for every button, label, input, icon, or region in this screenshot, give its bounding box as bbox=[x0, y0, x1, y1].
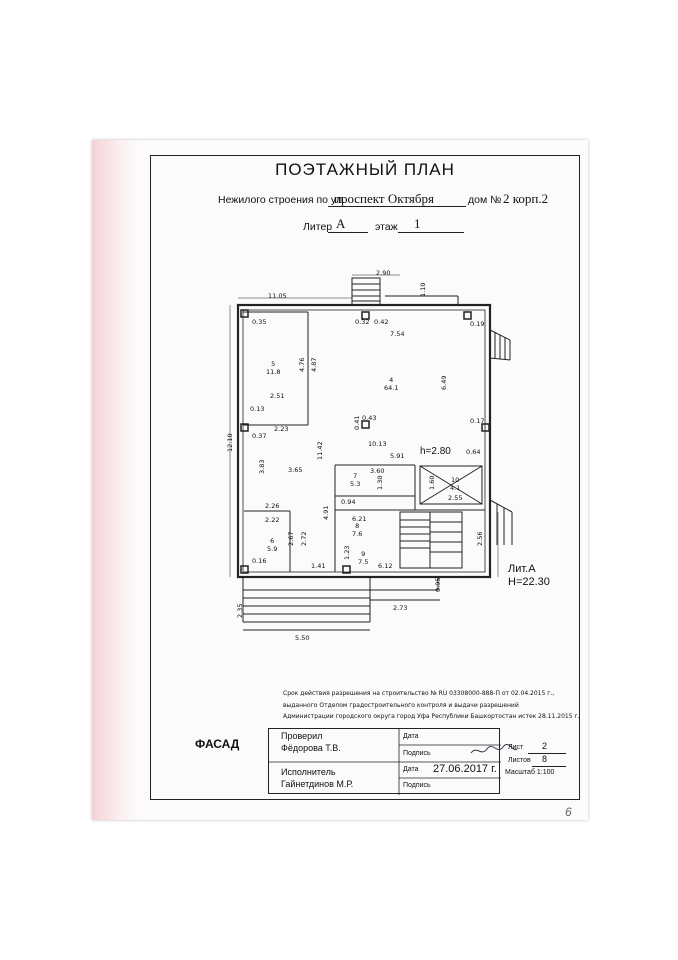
dim-label: 0.16 bbox=[252, 557, 267, 565]
dim-label: 0.17 bbox=[470, 417, 485, 425]
facade-label: ФАСАД bbox=[195, 737, 240, 751]
dim-label: 3.65 bbox=[288, 466, 303, 474]
building-height: Н=22.30 bbox=[508, 576, 550, 588]
house-number: 2 корп.2 bbox=[503, 191, 549, 206]
room-10: 10 4.1 bbox=[450, 476, 461, 492]
dim-label: 0.35 bbox=[252, 318, 267, 326]
dim-label: 0.43 bbox=[362, 414, 377, 422]
br-ramp bbox=[490, 500, 512, 545]
dim-label: 6.21 bbox=[352, 515, 367, 523]
date-value: 27.06.2017 г. bbox=[433, 763, 497, 775]
dim-label: 2.26 bbox=[265, 502, 280, 510]
dim-label: 3.60 bbox=[370, 467, 385, 475]
checked-name: Фёдорова Т.В. bbox=[281, 743, 341, 753]
house-label: дом № bbox=[468, 194, 502, 206]
liter-value: А bbox=[336, 216, 346, 231]
dim-label: 0.41 bbox=[353, 415, 361, 430]
dim-label: 0.94 bbox=[341, 498, 356, 506]
dim-label: 4.87 bbox=[310, 357, 318, 372]
permit-note-1: Срок действия разрешения на строительство № RU 03308000-888-П от 02.04.2015 г., bbox=[283, 690, 555, 697]
signature-label: Подпись bbox=[403, 750, 431, 757]
sheets-underline bbox=[532, 766, 566, 767]
signature-label-2: Подпись bbox=[403, 782, 431, 789]
date-label: Дата bbox=[403, 733, 419, 740]
dim-label: 1.41 bbox=[311, 562, 326, 570]
room-9: 9 7.5 bbox=[358, 550, 369, 566]
dim-label: 0.64 bbox=[466, 448, 481, 456]
sheet-label: Лист bbox=[508, 744, 524, 751]
dim-label: 11.42 bbox=[316, 441, 324, 460]
floor-value: 1 bbox=[414, 216, 421, 231]
dim-label: 1.23 bbox=[343, 545, 351, 560]
dim-label: 2.73 bbox=[393, 604, 408, 612]
dim-label: 12.10 bbox=[226, 433, 234, 452]
permit-note-3: Администрации городского округа город Уфа Республики Башкортостан истек 28.11.2015 г. bbox=[283, 713, 580, 720]
bottom-stairs bbox=[243, 577, 440, 630]
inner-wall bbox=[243, 310, 485, 572]
dim-label: 2.51 bbox=[270, 392, 285, 400]
liter-label: Литер bbox=[303, 221, 333, 233]
dim-label: 2.35 bbox=[236, 603, 244, 618]
dim-label: 2.90 bbox=[376, 269, 391, 277]
dim-label: 0.13 bbox=[250, 405, 265, 413]
dim-label: 2.56 bbox=[476, 531, 484, 546]
dim-label: 0.19 bbox=[470, 320, 485, 328]
dim-label: 2.23 bbox=[274, 425, 289, 433]
address-prefix: Нежилого строения по ул. bbox=[218, 194, 345, 206]
dim-label: 5.50 bbox=[295, 634, 310, 642]
dim-label: 6.49 bbox=[440, 375, 448, 390]
dim-label: 11.05 bbox=[268, 292, 287, 300]
inner-stair bbox=[400, 512, 462, 568]
dim-label: 4.91 bbox=[322, 505, 330, 520]
permit-note-2: выданного Отделом градостроительного контроля и выдачи разрешений bbox=[283, 702, 519, 709]
ceiling-height: h=2.80 bbox=[420, 446, 451, 457]
dim-label: 2.72 bbox=[300, 531, 308, 546]
dim-label: 2.67 bbox=[287, 531, 295, 546]
room-5: 5 11.8 bbox=[266, 360, 281, 376]
title-block bbox=[268, 728, 500, 794]
street-value: проспект Октября bbox=[334, 191, 434, 206]
dim-label: 1.30 bbox=[376, 475, 384, 490]
sheets-value: 8 bbox=[542, 754, 548, 764]
executor-label: Исполнитель bbox=[281, 767, 336, 777]
dim-label: 1.60 bbox=[428, 475, 436, 490]
dim-label: 0.32 bbox=[355, 318, 370, 326]
room-7: 7 5.3 bbox=[350, 472, 361, 488]
page-mark: 6 bbox=[565, 805, 572, 819]
room-6: 6 5.9 bbox=[267, 537, 278, 553]
dim-label: 10.13 bbox=[368, 440, 387, 448]
page-title: ПОЭТАЖНЫЙ ПЛАН bbox=[275, 160, 455, 179]
room-4: 4 64.1 bbox=[384, 376, 399, 392]
dim-label: 7.54 bbox=[390, 330, 405, 338]
dim-label: 1.10 bbox=[419, 282, 427, 297]
dim-label: 0.37 bbox=[252, 432, 267, 440]
dim-label: 6.12 bbox=[378, 562, 393, 570]
scale-label: Масштаб 1:100 bbox=[505, 769, 555, 776]
liter-mark: Лит.А bbox=[508, 563, 536, 575]
dim-label: 4.76 bbox=[298, 357, 306, 372]
dim-label: 2.22 bbox=[265, 516, 280, 524]
floor-label: этаж bbox=[375, 221, 398, 233]
dim-label: 0.42 bbox=[374, 318, 389, 326]
executor-name: Гайнетдинов М.Р. bbox=[281, 779, 354, 789]
date-label-2: Дата bbox=[403, 766, 419, 773]
dim-label: 2.55 bbox=[448, 494, 463, 502]
checked-label: Проверил bbox=[281, 731, 323, 741]
top-stairs bbox=[352, 278, 458, 305]
dim-label: 0.95 bbox=[434, 577, 442, 592]
room-8: 8 7.6 bbox=[352, 522, 363, 538]
dim-label: 3.83 bbox=[258, 459, 266, 474]
dim-label: 5.91 bbox=[390, 452, 405, 460]
right-ramp bbox=[490, 330, 510, 360]
sheet-value: 2 bbox=[542, 741, 548, 751]
sheets-label: Листов bbox=[508, 757, 531, 764]
